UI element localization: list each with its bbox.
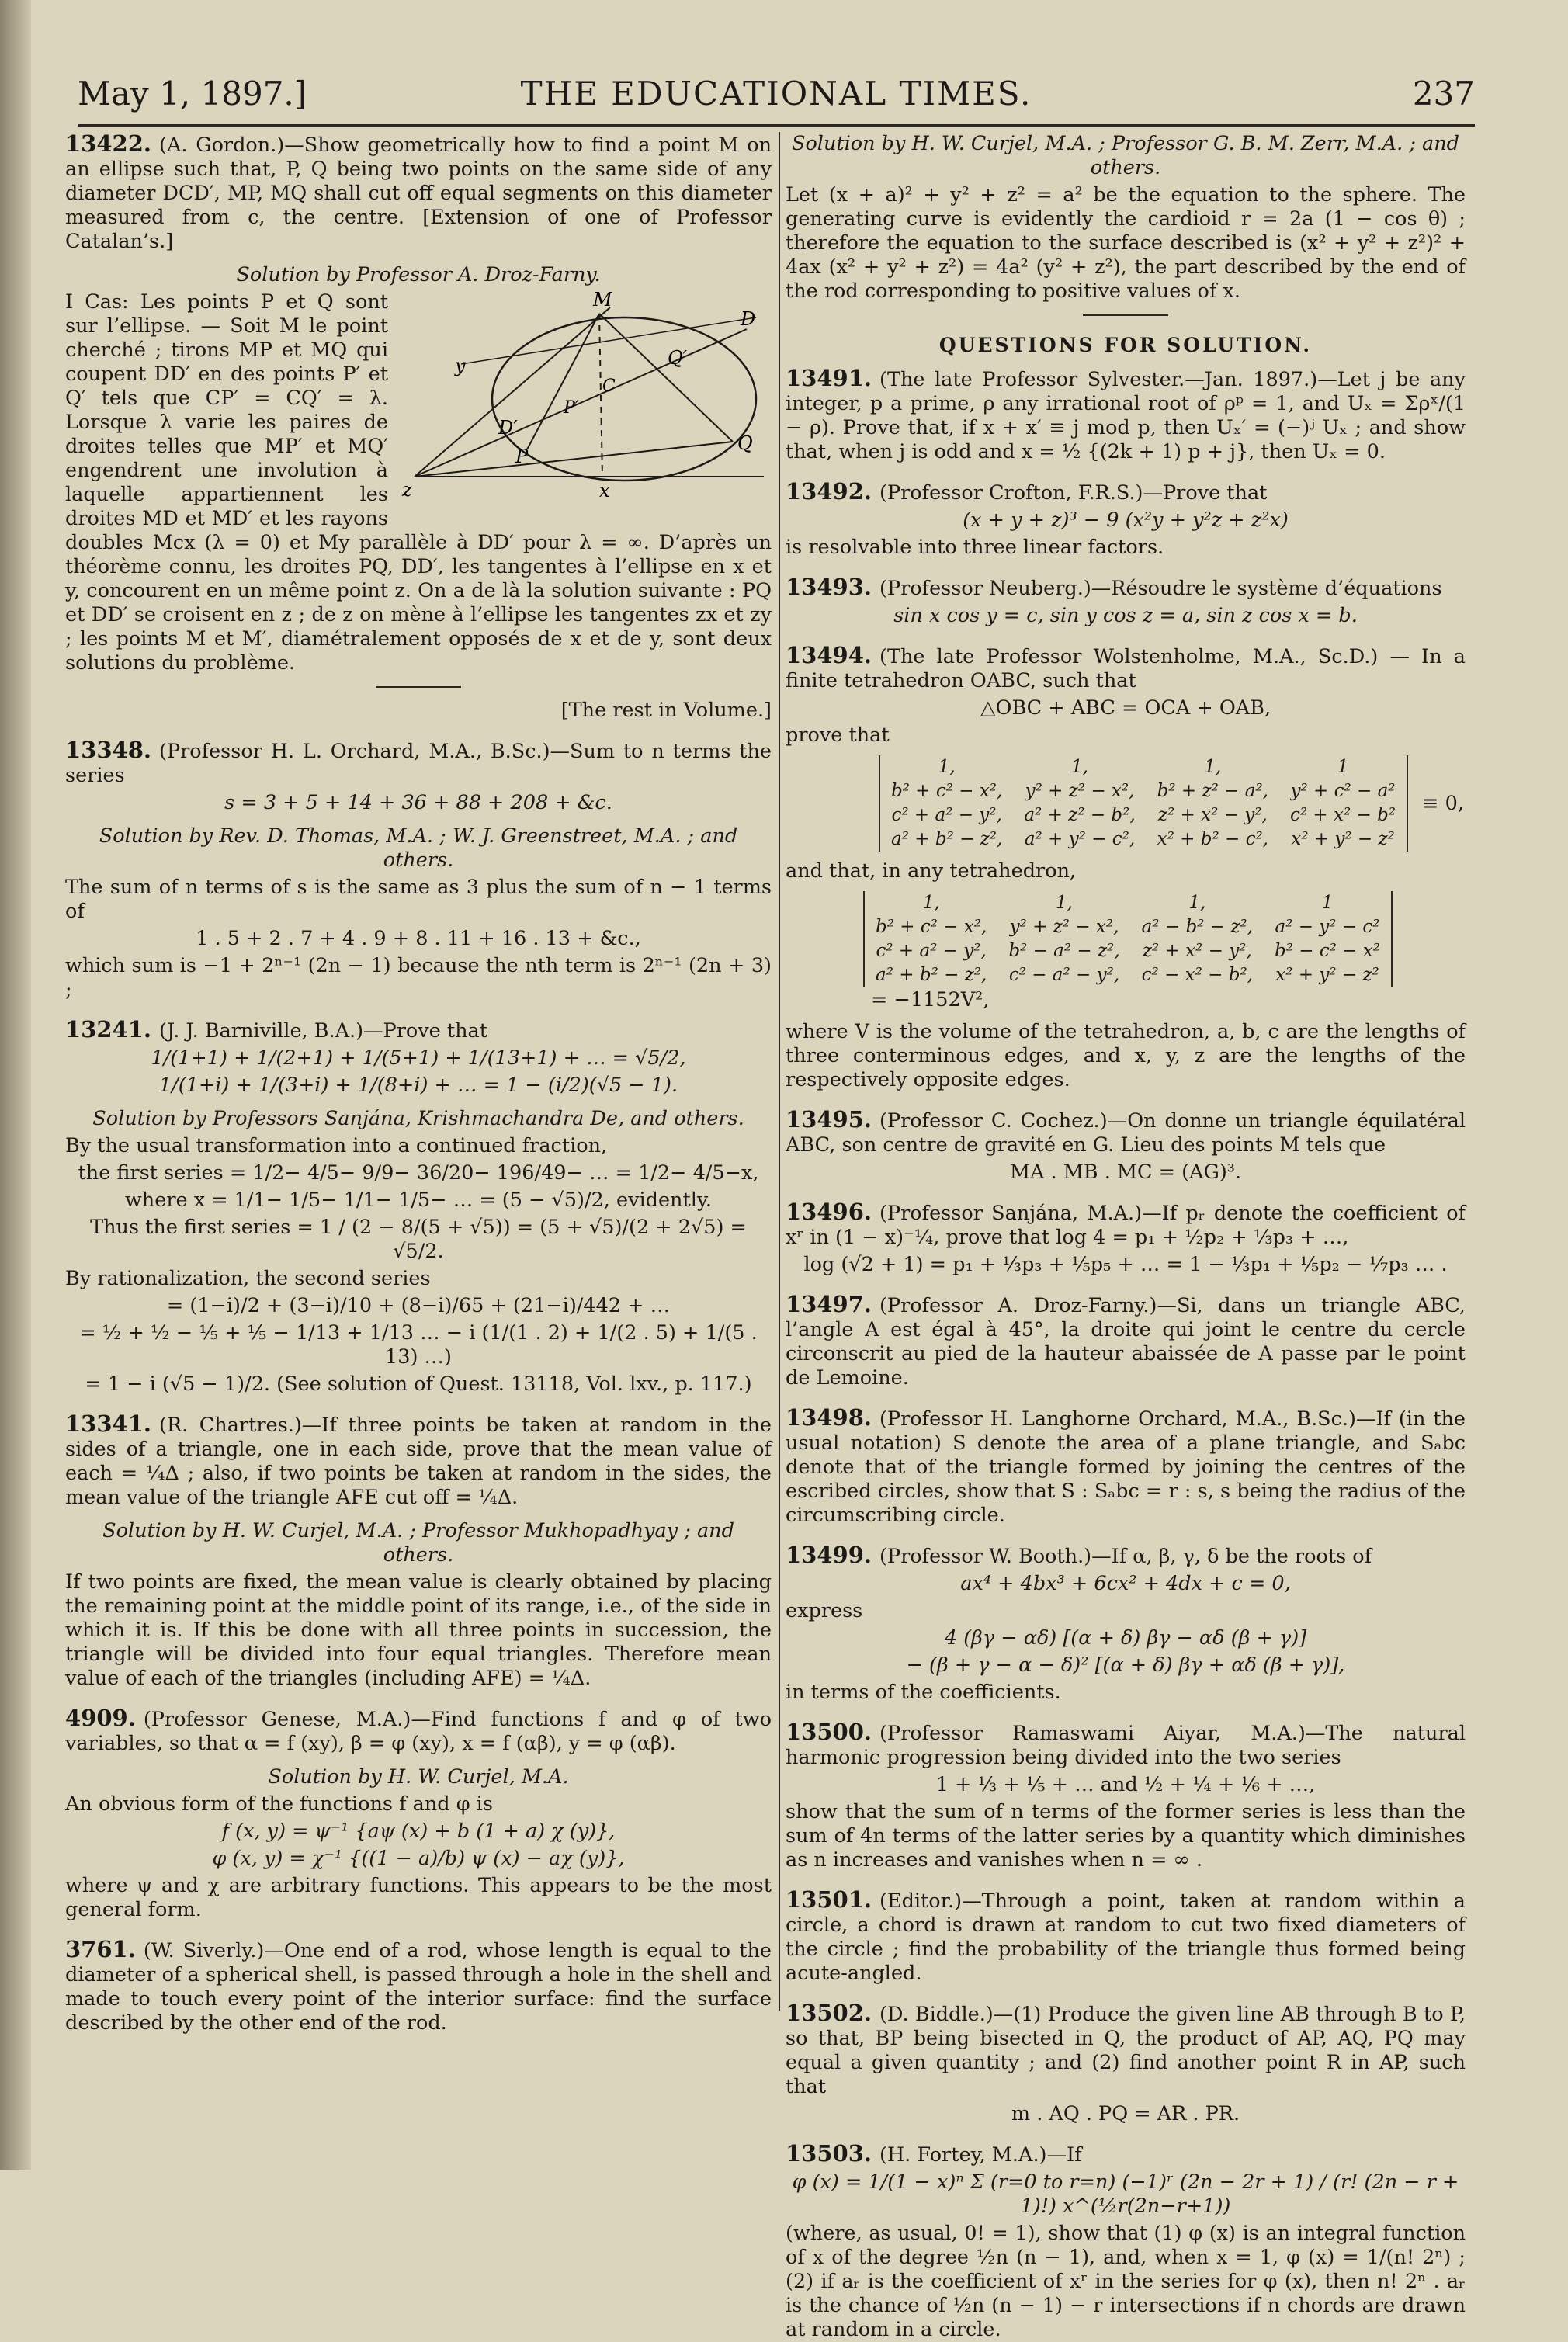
question-number: 13502. — [786, 1999, 872, 2026]
question-text: is resolvable into three linear factors. — [786, 536, 1164, 559]
equation: − (β + γ − α − δ)² [(α + δ) βγ + αδ (β + γ)], — [906, 1653, 1345, 1677]
determinant-1 — [879, 755, 1466, 852]
determinant-cell: 1, — [938, 757, 956, 777]
equation: = (1−i)/2 + (3−i)/10 + (8−i)/65 + (21−i)/442 + … — [166, 1294, 671, 1317]
question-13502 — [786, 2001, 1466, 2099]
solution-text: where ψ and χ are arbitrary functions. This appears to be the most general form. — [65, 1874, 772, 1921]
question-13498 — [786, 1403, 1466, 1528]
solution-credit: Solution by H. W. Curjel, M.A. ; Professor G. B. M. Zerr, M.A. ; and others. — [791, 132, 1460, 179]
equation: sin x cos y = c, sin y cos z = a, sin z cos x = b. — [893, 604, 1358, 627]
solution-text: Let (x + a)² + y² + z² = a² be the equation to the sphere. The generating curve is evidently the cardioid r = 2a (1 − cos θ) ; therefore the equation to the surface described is (x² + y² + z²)² + 4ax (x² + y² + z²) = 4a² (y² + z²), the part described by the end of the rod corresponding to positive values of x. — [786, 183, 1466, 303]
question-text: (Professor W. Booth.)—If α, β, γ, δ be the roots of — [879, 1544, 1372, 1568]
determinant-cell: z² + x² − y², — [1142, 941, 1252, 961]
question-text: (Professor H. Langhorne Orchard, M.A., B.Sc.)—If (in the usual notation) S denote the area of a plane triangle, and Sₐbc denote that of the triangle formed by joining the centres of the escribed circles, show that S : Sₐbc = r : s, s being the radius of the circumscribing circle. — [786, 1407, 1466, 1527]
issue-date: May 1, 1897.] — [78, 75, 307, 113]
question-number: 13341. — [65, 1410, 151, 1437]
equation: MA . MB . MC = (AG)³. — [1009, 1160, 1242, 1184]
equation: 1 . 5 + 2 . 7 + 4 . 9 + 8 . 11 + 16 . 13 + &c., — [196, 927, 641, 950]
solution-text: which sum is −1 + 2ⁿ⁻¹ (2n − 1) because the nth term is 2ⁿ⁻¹ (2n + 3) ; — [65, 954, 772, 1001]
solution-text: An obvious form of the functions f and φ is — [65, 1792, 493, 1816]
determinant-cell: c² + a² − y², — [876, 941, 987, 961]
question-13503 — [786, 2139, 1466, 2167]
section-title: QUESTIONS FOR SOLUTION. — [938, 334, 1313, 356]
determinant-2 — [863, 891, 1466, 1012]
determinant-row — [864, 939, 1392, 963]
question-text: (Professor H. L. Orchard, M.A., B.Sc.)—Sum to n terms the series — [65, 740, 772, 787]
determinant-cell: 1 — [1337, 757, 1349, 777]
label-d: D — [741, 308, 756, 330]
label-q: Q — [737, 432, 753, 454]
determinant-row — [864, 915, 1392, 939]
determinant-table — [879, 755, 1408, 852]
determinant-cell: 1, — [1188, 893, 1206, 913]
determinant-row — [864, 891, 1392, 915]
label-d-prime: D′ — [498, 417, 518, 439]
question-13499 — [786, 1543, 1466, 1569]
question-13494 — [786, 644, 1466, 693]
question-text: in terms of the coefficients. — [786, 1680, 1061, 1704]
question-text: (Professor Crofton, F.R.S.)—Prove that — [879, 481, 1268, 505]
question-text: (Professor Neuberg.)—Résoudre le système d’équations — [879, 577, 1442, 600]
question-text: (Professor A. Droz-Farny.)—Si, dans un triangle ABC, l’angle A est égal à 45°, la droite qui joint le centre du cercle circonscrit au pied de la hauteur abaissée de A passe par le point de Lemoine. — [786, 1293, 1466, 1390]
equation: the first series = 1/2− 4/5− 9/9− 36/20− 196/49− … = 1/2− 4/5−x, — [78, 1161, 759, 1185]
question-13496 — [786, 1200, 1466, 1250]
question-3761 — [65, 1938, 772, 2035]
question-number: 13494. — [786, 642, 872, 668]
question-number: 13498. — [786, 1403, 872, 1431]
determinant-cell: a² + y² − c², — [1024, 829, 1136, 849]
label-x: x — [599, 480, 610, 501]
solution-text: If two points are fixed, the mean value is clearly obtained by placing the remaining point at the middle point of its range, i.e., of the side in which it is. If this be done with all three points in succession, the triangle will be divided into four equal triangles. Therefore mean value of each of the triangles (including AFE) = ¼Δ. — [65, 1570, 772, 1690]
equation: = ½ + ½ − ⅕ + ⅕ − 1/13 + 1/13 … − i (1/(1 . 2) + 1/(2 . 5) + 1/(5 . 13) …) — [79, 1321, 758, 1369]
question-number: 13348. — [65, 737, 151, 763]
question-text: (A. Gordon.)—Show geometrically how to find a point M on an ellipse such that, P, Q being two points on the same side of any diameter DCD′, MP, MQ shall cut off equal segments on this diameter measured from c, the centre. [Extension of one of Professor Catalan’s.] — [65, 134, 772, 253]
equation: m . AQ . PQ = AR . PR. — [1011, 2101, 1240, 2125]
binding-edge — [0, 0, 31, 2170]
label-p: P — [515, 446, 529, 467]
rule — [1083, 314, 1168, 316]
question-13501 — [786, 1888, 1466, 1986]
question-text: where V is the volume of the tetrahedron, a, b, c are the lengths of three conterminous edges, and x, y, z are the lengths of the respectively opposite edges. — [786, 1019, 1466, 1091]
solution-text: The sum of n terms of s is the same as 3 plus the sum of n − 1 terms of — [65, 876, 772, 923]
question-13500 — [786, 1720, 1466, 1770]
solution-credit: Solution by H. W. Curjel, M.A. ; Professor Mukhopadhyay ; and others. — [102, 1519, 734, 1567]
determinant-cell: x² + y² − z² — [1291, 829, 1395, 849]
rest-in-volume-note: [The rest in Volume.] — [560, 699, 772, 722]
line-my — [461, 317, 756, 364]
question-number: 13499. — [786, 1541, 872, 1568]
determinant-value: = −1152V², — [871, 987, 990, 1011]
line-dd — [415, 329, 747, 477]
equation: f (x, y) = ψ⁻¹ {aψ (x) + b (1 + a) χ (y)}, — [221, 1820, 616, 1843]
equation: log (√2 + 1) = p₁ + ⅓p₃ + ⅕p₅ + … = 1 − ⅓p₁ + ⅕p₂ − ⅐p₃ … . — [803, 1252, 1448, 1276]
label-c: C — [602, 376, 616, 396]
question-13241 — [65, 1018, 772, 1043]
question-text: (Professor C. Cochez.)—On donne un triangle équilatéral ABC, son centre de gravité en G. Lieu des points M tels que — [786, 1109, 1466, 1157]
question-number: 13491. — [786, 365, 872, 391]
question-text: (Editor.)—Through a point, taken at random within a circle, a chord is drawn at random to cut two fixed diameters of the circle ; find the probability of the triangle thus formed being acute-angled. — [786, 1889, 1466, 1985]
question-number: 4909. — [65, 1705, 136, 1731]
page-number: 237 — [1412, 75, 1475, 113]
running-head — [78, 75, 1475, 121]
solution-credit: Solution by Rev. D. Thomas, M.A. ; W. J. Greenstreet, M.A. ; and others. — [99, 824, 738, 872]
determinant-table — [863, 891, 1393, 987]
determinant-cell: 1, — [922, 893, 940, 913]
solution-text: I Cas: Les points P et Q sont sur l’ellipse. — Soit M le point cherché ; tirons MP et MQ qui coupent DD′ en des points P′ et Q′ tels que CP′ = CQ′ = λ. Lorsque λ varie les paires de droites telles que MP′ et MQ′ engendrent une involution à laquelle appartiennent les droites MD et MD′ et les rayons doubles Mcx (λ = 0) et My parallèle à DD′ pour λ = ∞. D’après un théorème connu, les droites PQ, DD′, les tangentes à l’ellipse en x et y, concourent en un même point z. On a de là la solution suivante : PQ et DD′ se croisent en z ; de z on mène à l’ellipse les tangentes zx et zy ; les points M et M′, diamétralement opposés de x et de y, sont deux solutions du problème. — [65, 290, 772, 675]
column-rule — [779, 132, 780, 2011]
determinant-row — [879, 779, 1407, 803]
determinant-cell: b² + c² − x², — [891, 781, 1003, 801]
equation: ax⁴ + 4bx³ + 6cx² + 4dx + c = 0, — [960, 1571, 1291, 1595]
question-13348 — [65, 738, 772, 788]
question-text: (Professor Ramaswami Aiyar, M.A.)—The natural harmonic progression being divided into the two series — [786, 1721, 1466, 1769]
determinant-row — [864, 963, 1392, 987]
question-13492 — [786, 480, 1466, 505]
question-text: show that the sum of n terms of the former series is less than the sum of 4n terms of the latter series by a quantity which diminishes as n increases and vanishes when n = ∞ . — [786, 1799, 1466, 1872]
question-number: 13493. — [786, 574, 872, 600]
determinant-cell: y² + c² − a² — [1290, 781, 1396, 801]
solution-text: By the usual transformation into a continued fraction, — [65, 1134, 608, 1157]
question-text: (R. Chartres.)—If three points be taken at random in the sides of a triangle, one in each side, prove that the mean value of each = ¼Δ ; also, if two points be taken at random in the sides, the mean value of the triangle AFE cut off = ¼Δ. — [65, 1414, 772, 1509]
question-13493 — [786, 575, 1466, 601]
question-13497 — [786, 1292, 1466, 1390]
equation: φ (x, y) = χ⁻¹ {((1 − a)/b) ψ (x) − aχ (y)}, — [212, 1847, 625, 1870]
equation: = 1 − i (√5 − 1)/2. (See solution of Quest. 13118, Vol. lxv., p. 117.) — [85, 1372, 752, 1396]
equation: △OBC + ABC = OCA + OAB, — [980, 696, 1271, 720]
label-m: M — [593, 290, 612, 311]
question-number: 13422. — [65, 130, 151, 157]
question-13422 — [65, 132, 772, 254]
ellipse-diagram — [399, 290, 772, 508]
question-number: 13495. — [786, 1105, 872, 1133]
header-rule — [78, 124, 1475, 127]
equation: where x = 1/1− 1/5− 1/1− 1/5− … = (5 − √5)/2, evidently. — [124, 1188, 713, 1212]
question-number: 13503. — [786, 2139, 872, 2167]
solution-13422 — [65, 290, 772, 675]
determinant-cell: b² + c² − x², — [876, 917, 987, 937]
determinant-cell: y² + z² − x², — [1025, 781, 1135, 801]
question-text: prove that — [786, 723, 890, 747]
left-column — [65, 132, 772, 2035]
determinant-cell: b² − c² − x² — [1275, 941, 1381, 961]
determinant-row — [879, 755, 1407, 779]
line-mp — [527, 314, 599, 449]
question-text: and that, in any tetrahedron, — [786, 859, 1077, 883]
question-number: 3761. — [65, 1936, 136, 1962]
question-text: (W. Siverly.)—One end of a rod, whose length is equal to the diameter of a spherical shell, is passed through a hole in the shell and made to touch every point of the interior surface: find the surface described by the other end of the rod. — [65, 1939, 772, 2035]
determinant-cell: b² + z² − a², — [1157, 781, 1268, 801]
ellipse-figure — [399, 290, 772, 508]
determinant-cell: c² + x² − b² — [1290, 805, 1396, 825]
journal-title: THE EDUCATIONAL TIMES. — [520, 75, 1032, 113]
right-column — [786, 132, 1466, 2342]
determinant-cell: x² + b² − c², — [1157, 829, 1268, 849]
series-equation: s = 3 + 5 + 14 + 36 + 88 + 208 + &c. — [224, 791, 612, 814]
question-text: (where, as usual, 0! = 1), show that (1) φ (x) is an integral function of x of the degree ½n (n − 1), and, when x = 1, φ (x) = 1/(n! 2ⁿ) ; (2) if aᵣ is the coefficient of xʳ in the series for φ (x), then n! 2ⁿ . aᵣ is the chance of ½n (n − 1) − r intersections if n chords are drawn at random in a circle. — [786, 2221, 1466, 2341]
determinant-cell: a² + b² − z², — [891, 829, 1003, 849]
question-13341 — [65, 1412, 772, 1510]
determinant-row — [879, 803, 1407, 828]
solution-credit: Solution by Professors Sanjána, Krishmachandra De, and others. — [92, 1107, 744, 1130]
equation: φ (x) = 1/(1 − x)ⁿ Σ (r=0 to r=n) (−1)ʳ (2n − 2r + 1) / (r! (2n − r + 1)!) x^(½r(2n−r+1)) — [792, 2170, 1459, 2218]
question-number: 13496. — [786, 1198, 872, 1225]
determinant-cell: c² + a² − y², — [891, 805, 1002, 825]
determinant-cell: x² + y² − z² — [1275, 965, 1379, 985]
question-number: 13500. — [786, 1718, 872, 1745]
label-p-prime: P′ — [564, 398, 579, 418]
question-number: 13501. — [786, 1886, 872, 1913]
rule — [376, 686, 461, 688]
equation: (x + y + z)³ − 9 (x²y + y²z + z²x) — [963, 508, 1289, 532]
question-number: 13497. — [786, 1290, 872, 1317]
label-q-prime: Q′ — [668, 347, 688, 369]
equation: 1/(1+i) + 1/(3+i) + 1/(8+i) + … = 1 − (i/2)(√5 − 1). — [158, 1074, 678, 1097]
line-mq — [599, 314, 733, 442]
determinant-cell: b² − a² − z², — [1008, 941, 1120, 961]
solution-credit: Solution by H. W. Curjel, M.A. — [268, 1765, 569, 1789]
determinant-cell: y² + z² − x², — [1009, 917, 1119, 937]
question-number: 13241. — [65, 1016, 151, 1043]
label-y: y — [455, 355, 466, 376]
determinant-cell: c² − a² − y², — [1008, 965, 1120, 985]
tangent-zy — [415, 307, 610, 477]
determinant-cell: 1, — [1071, 757, 1088, 777]
solution-credit: Solution by Professor A. Droz-Farny. — [236, 263, 601, 286]
equation: 1/(1+1) + 1/(2+1) + 1/(5+1) + 1/(13+1) + … = √5/2, — [151, 1046, 686, 1070]
question-text: (H. Fortey, M.A.)—If — [879, 2142, 1082, 2167]
question-13491 — [786, 366, 1466, 464]
question-13495 — [786, 1105, 1466, 1157]
question-text: express — [786, 1598, 863, 1622]
determinant-cell: a² − b² − z², — [1141, 917, 1253, 937]
question-text: (D. Biddle.)—(1) Produce the given line AB through B to P, so that, BP being bisected in Q, the product of AP, AQ, PQ may equal a given quantity ; and (2) find another point R in AP, such that — [786, 2002, 1466, 2098]
question-text: (The late Professor Sylvester.—Jan. 1897.)—Let j be any integer, p a prime, ρ any irrational root of ρᵖ = 1, and Uₓ = Σρˣ/(1 − ρ). Prove that, if x + x′ ≡ j mod p, then Uₓ′ = (−)ʲ Uₓ ; and show that, when j is odd and x = ½ {(2k + 1) p + j}, then Uₓ = 0. — [786, 368, 1466, 463]
determinant-value: ≡ 0, — [1422, 791, 1464, 815]
question-text: (Professor Genese, M.A.)—Find functions f and φ of two variables, so that α = f (xy), β = φ (xy), x = f (αβ), y = φ (αβ). — [65, 1708, 772, 1755]
determinant-cell: a² − y² − c² — [1275, 917, 1380, 937]
determinant-cell: a² + z² − b², — [1024, 805, 1136, 825]
determinant-row — [879, 828, 1407, 852]
question-number: 13492. — [786, 478, 872, 505]
question-4909 — [65, 1706, 772, 1756]
question-text: (The late Professor Wolstenholme, M.A., Sc.D.) — In a finite tetrahedron OABC, such that — [786, 645, 1466, 692]
determinant-cell: 1, — [1056, 893, 1073, 913]
equation: Thus the first series = 1 / (2 − 8/(5 + √5)) = (5 + √5)/(2 + 2√5) = √5/2. — [90, 1216, 747, 1263]
equation: 1 + ⅓ + ⅕ + … and ½ + ¼ + ⅙ + …, — [935, 1772, 1316, 1796]
determinant-cell: 1, — [1204, 757, 1222, 777]
question-text: (Professor Sanjána, M.A.)—If pᵣ denote the coefficient of xʳ in (1 − x)⁻¼, prove that log 4 = p₁ + ½p₂ + ⅓p₃ + …, — [786, 1201, 1466, 1249]
equation: 4 (βγ − αδ) [(α + δ) βγ − αδ (β + γ)] — [944, 1626, 1307, 1650]
determinant-cell: z² + x² − y², — [1157, 805, 1268, 825]
label-z: z — [402, 479, 412, 501]
determinant-cell: a² + b² − z², — [876, 965, 987, 985]
determinant-cell: 1 — [1321, 893, 1334, 913]
determinant-cell: c² − x² − b², — [1141, 965, 1253, 985]
solution-text: By rationalization, the second series — [65, 1267, 431, 1290]
question-text: (J. J. Barniville, B.A.)—Prove that — [159, 1019, 487, 1043]
